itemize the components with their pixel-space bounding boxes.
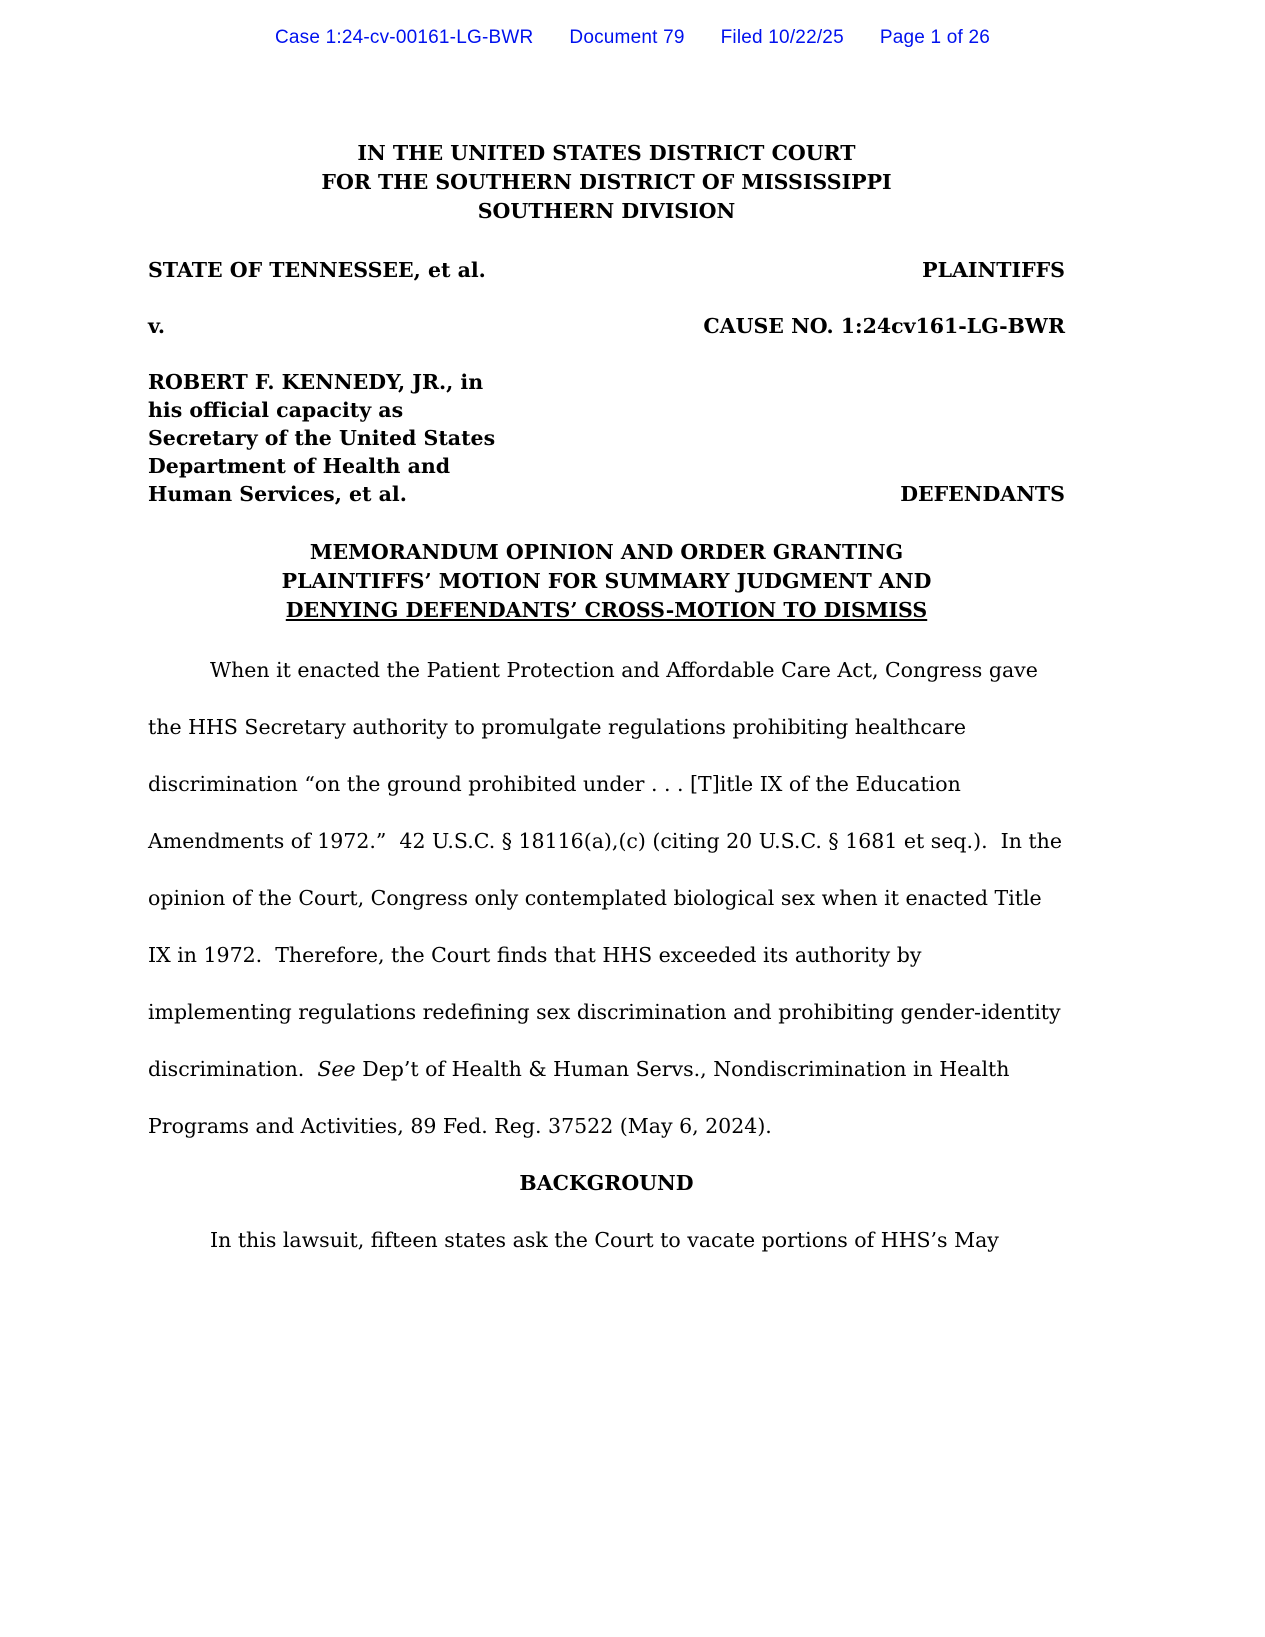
- defendant-line: Department of Health and: [148, 454, 451, 478]
- stamp-case-number: Case 1:24-cv-00161-LG-BWR: [274, 27, 534, 48]
- defendant-line: his official capacity as: [148, 398, 404, 422]
- see-citation-signal: See: [317, 1057, 356, 1081]
- defendant-name-block: [148, 368, 495, 508]
- cause-number: CAUSE NO. 1:24cv161-LG-BWR: [703, 314, 1065, 338]
- opinion-title-line-1: MEMORANDUM OPINION AND ORDER GRANTING: [309, 540, 904, 564]
- document-content: [148, 139, 1069, 1269]
- cmecf-stamp: [0, 0, 1265, 49]
- stamp-filed-date: Filed 10/22/25: [720, 27, 844, 48]
- plaintiff-row: [148, 256, 1065, 284]
- court-heading-line-2: FOR THE SOUTHERN DISTRICT OF MISSISSIPPI: [321, 170, 892, 194]
- citation-text: Dep’t of Health & Human Servs., Nondiscrimination in Health Programs and Activities, 89 Fed. Reg. 37522 (May 6, 2024).: [148, 1057, 1017, 1138]
- plaintiffs-label: PLAINTIFFS: [922, 258, 1065, 282]
- plaintiff-name: STATE OF TENNESSEE, et al.: [148, 258, 486, 282]
- defendant-line: Human Services, et al.: [148, 482, 407, 506]
- defendant-line: Secretary of the United States: [148, 426, 496, 450]
- background-paragraph: In this lawsuit, fifteen states ask the Court to vacate portions of HHS’s May: [210, 1228, 999, 1252]
- versus-label: v.: [148, 314, 165, 338]
- opinion-title: [148, 538, 1065, 625]
- versus-row: [148, 312, 1065, 340]
- opinion-body: [148, 642, 1069, 1269]
- court-heading: [148, 139, 1065, 226]
- opening-paragraph: [148, 642, 1069, 1155]
- case-caption: [148, 256, 1065, 508]
- defendant-line: ROBERT F. KENNEDY, JR., in: [148, 370, 484, 394]
- stamp-document-number: Document 79: [569, 27, 685, 48]
- opening-paragraph-text: When it enacted the Patient Protection and Affordable Care Act, Congress gave the HHS Secretary authority to promulgate regulations prohibiting healthcare discrimination “on the ground prohibited under . . . [T]itle IX of the Education Amendments of 1972.” 42 U.S.C. § 18116(a),(c) (citing 20 U.S.C. § 1681 et seq.). In the opinion of the Court, Congress only contemplated biological sex when it enacted Title IX in 1972. Therefore, the Court finds that HHS exceeded its authority by implementing regulations redefining sex discrimination and prohibiting gender-identity discrimination.: [148, 658, 1069, 1081]
- opinion-title-line-3: DENYING DEFENDANTS’ CROSS-MOTION TO DISMISS: [285, 598, 928, 622]
- defendant-row: [148, 368, 1065, 508]
- court-heading-line-1: IN THE UNITED STATES DISTRICT COURT: [357, 141, 856, 165]
- court-heading-line-3: SOUTHERN DIVISION: [477, 199, 736, 223]
- stamp-page-number: Page 1 of 26: [879, 27, 991, 48]
- background-heading: BACKGROUND: [519, 1171, 694, 1195]
- defendants-label: DEFENDANTS: [900, 482, 1065, 506]
- opinion-title-line-2: PLAINTIFFS’ MOTION FOR SUMMARY JUDGMENT AND: [281, 569, 932, 593]
